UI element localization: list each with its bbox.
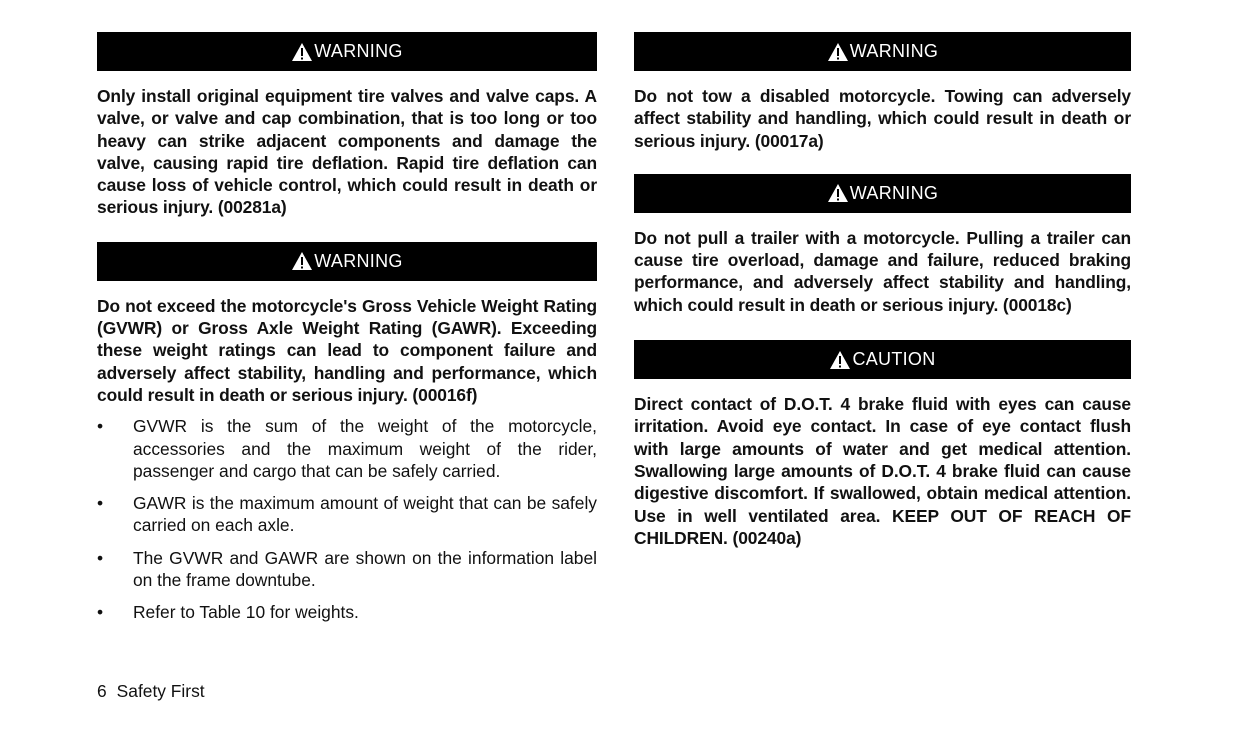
warning-banner [634,32,1131,71]
warning-banner [634,174,1131,213]
list-item: • Refer to Table 10 for weights. [97,602,359,623]
list-item: • GAWR is the maximum amount of weight that can be safely carried on each axle. [97,493,597,536]
warning-triangle-icon [291,251,313,271]
warning-block-trailer [634,174,1131,316]
warning-banner-label: WARNING [849,41,939,61]
warning-banner-label: WARNING [314,250,403,271]
warning-triangle-icon [827,42,849,62]
left-column [97,32,597,634]
warning-text-valves: Only install original equipment tire valves and valve caps. A valve, or valve and cap combination, that is too long or too heavy can strike adjacent components and damage the valve, causing rapid tire deflation. Rapid tire deflation can cause loss of vehicle control, which could result in death or serious injury. (00281a) [97,86,597,218]
bullet-icon: • [97,493,104,514]
list-item: • GVWR is the sum of the weight of the motorcycle, accessories and the maximum weight of the rider, passenger and cargo that can be safely carried. [97,416,597,481]
bullet-icon: • [97,602,104,623]
warning-block-valves [97,32,597,219]
warning-text-towing: Do not tow a disabled motorcycle. Towing can adversely affect stability and handling, which could result in death or serious injury. (00017a) [634,86,1131,151]
list-item: • The GVWR and GAWR are shown on the information label on the frame downtube. [97,547,597,591]
caution-banner [634,340,1131,379]
warning-triangle-icon [827,183,849,203]
caution-block-brake-fluid [634,340,1131,549]
warning-banner-label: WARNING [849,182,939,203]
warning-triangle-icon [291,42,313,62]
right-column [634,32,1131,549]
warning-block-weight [97,242,597,406]
warning-banner [97,32,597,71]
warning-text-trailer: Do not pull a trailer with a motorcycle. Pulling a trailer can cause tire overload, damage and failure, reduced braking performance, and adversely affect stability and handling, which could result in death or serious injury. (00018c) [634,227,1131,315]
caution-banner-label: CAUTION [852,349,936,370]
bullet-icon: • [97,416,104,437]
bullet-icon: • [97,547,104,568]
warning-text-weight: Do not exceed the motorcycle's Gross Vehicle Weight Rating (GVWR) or Gross Axle Weight Rating (GAWR). Exceeding these weight ratings can lead to component failure and adversely affect stability, handling and performance, which could result in death or serious injury. (00016f) [97,295,597,405]
warning-banner [97,242,597,281]
weight-bullet-list [97,415,597,623]
warning-banner-label: WARNING [314,41,403,61]
page-footer [97,681,205,702]
page-number: 6 [97,681,107,701]
section-title: Safety First [116,681,205,701]
warning-triangle-icon [829,350,851,370]
warning-block-towing [634,32,1131,152]
caution-text-brake-fluid: Direct contact of D.O.T. 4 brake fluid with eyes can cause irritation. Avoid eye contact. In case of eye contact flush with large amounts of water and get medical attention. Swallowing large amounts of D.O.T. 4 brake fluid can cause digestive discomfort. If swallowed, obtain medical attention. Use in well ventilated area. KEEP OUT OF REACH OF CHILDREN. (00240a) [634,394,1131,548]
